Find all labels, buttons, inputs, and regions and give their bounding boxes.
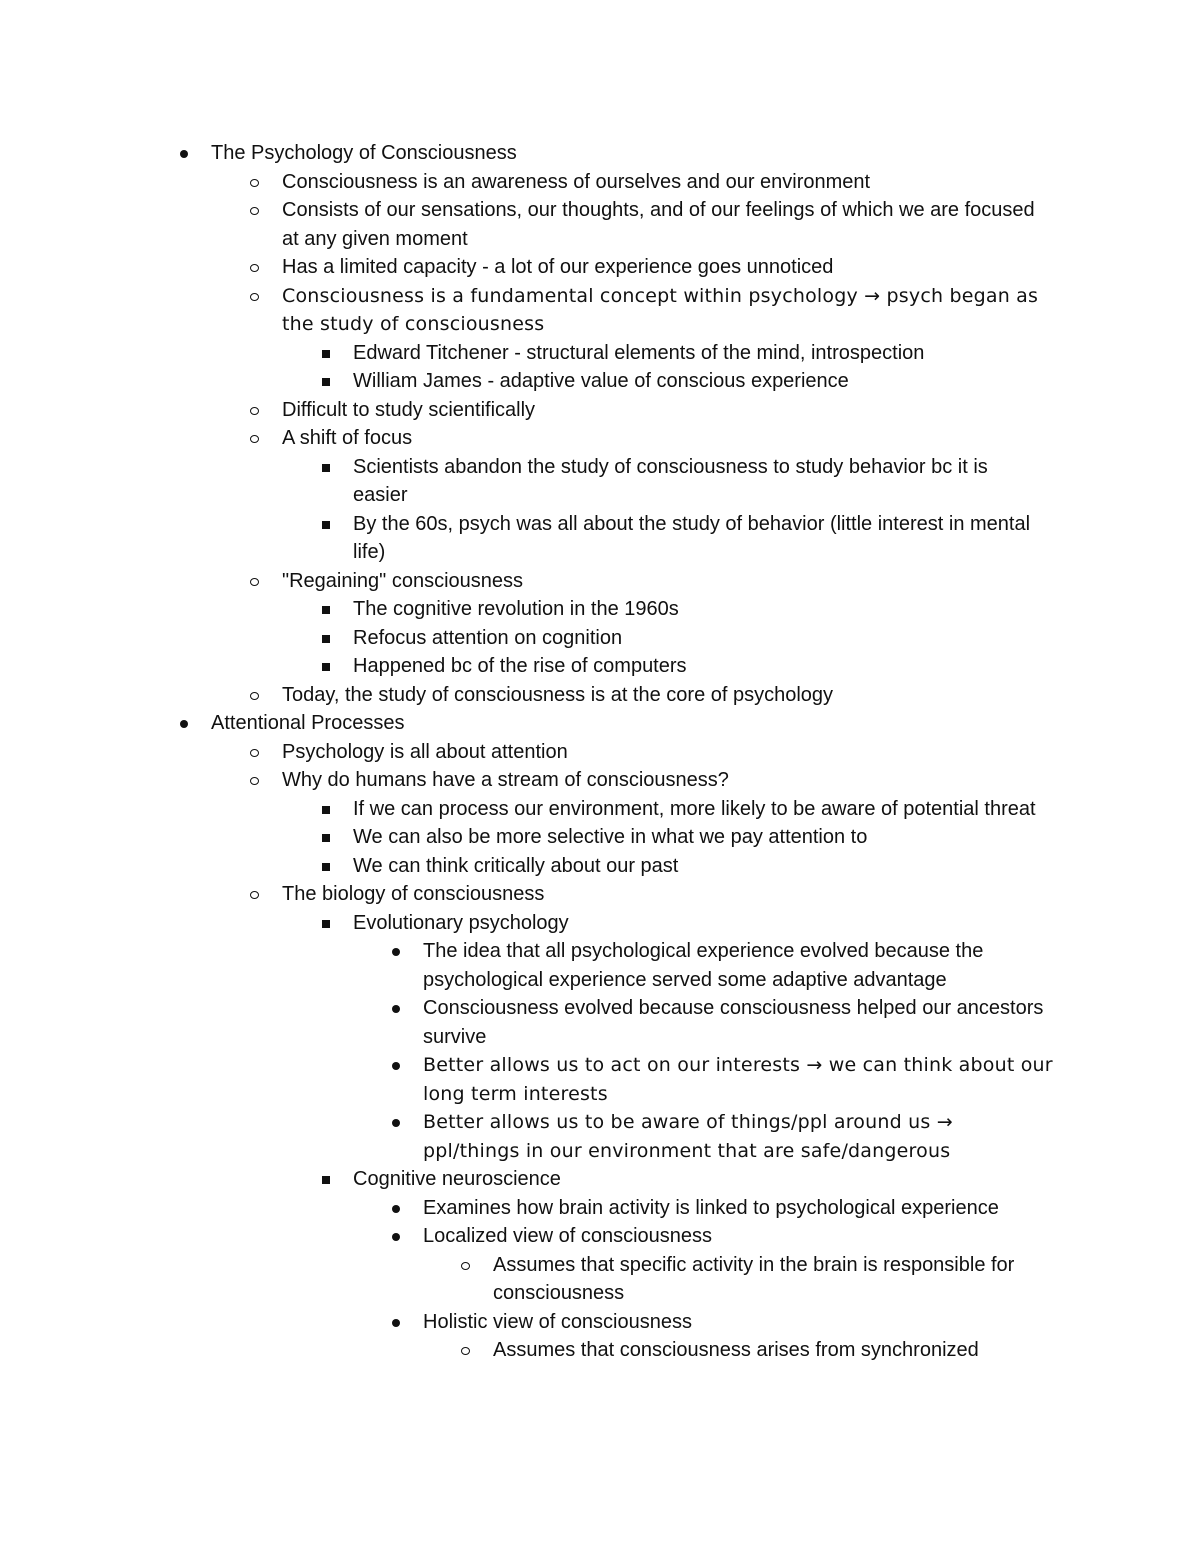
square-bullet-icon [316,852,336,881]
square-bullet-icon [316,823,336,852]
outline-item-text: William James - adaptive value of conscious experience [353,370,849,392]
outline-item-text: Why do humans have a stream of consciousness? [282,769,729,791]
square-bullet-icon [316,510,336,539]
square-bullet-icon [316,595,336,624]
outline-item [0,1336,1200,1365]
square-bullet-icon [316,795,336,824]
outline-item-text: Today, the study of consciousness is at the core of psychology [282,683,834,706]
outline-item-text: Assumes that consciousness arises from synchronized [493,1339,979,1361]
circle-bullet-icon [245,282,265,311]
outline-item-text: We can think critically about our past [353,854,679,877]
disc-bullet-icon [174,139,194,168]
outline-item [0,823,1200,852]
outline-item [0,738,1200,767]
outline-item-text: Better allows us to be aware of things/ppl around us → ppl/things in our environment that are safe/dangerous [423,1111,953,1162]
outline-item-text: By the 60s, psych was all about the study of behavior (little interest in mental life) [353,512,1031,563]
disc-bullet-icon [174,709,194,738]
disc-bullet-icon [386,1222,406,1251]
outline-item [0,339,1200,368]
outline-item-text: Has a limited capacity - a lot of our experience goes unnoticed [282,256,834,278]
outline-item-text: Examines how brain activity is linked to psychological experience [423,1196,999,1219]
circle-bullet-icon [456,1336,476,1365]
outline-item [0,766,1200,795]
square-bullet-icon [316,367,336,396]
outline-item-text: The Psychology of Consciousness [211,142,517,164]
outline-item-text: The biology of consciousness [282,883,545,905]
outline-item [0,282,1200,339]
outline-item-text: Consists of our sensations, our thoughts, and of our feelings of which we are focused at any given moment [282,199,1035,250]
outline-item [0,396,1200,425]
outline-item-text: If we can process our environment, more likely to be aware of potential threat [353,797,1036,820]
outline-item [0,709,1200,738]
outline-item-text: "Regaining" consciousness [282,569,524,592]
outline-item [0,1108,1200,1165]
outline-item [0,1165,1200,1194]
outline-item-text: Consciousness evolved because consciousness helped our ancestors survive [423,997,1044,1048]
outline-item-text: Better allows us to act on our interests → we can think about our long term interests [423,1054,1053,1105]
square-bullet-icon [316,453,336,482]
notes-outline [0,139,1200,1365]
outline-item [0,139,1200,168]
outline-item-text: A shift of focus [282,427,413,449]
square-bullet-icon [316,652,336,681]
outline-item [0,1194,1200,1223]
outline-item-text: Edward Titchener - structural elements of the mind, introspection [353,341,925,364]
outline-item [0,168,1200,197]
circle-bullet-icon [245,168,265,197]
outline-item-text: Assumes that specific activity in the brain is responsible for consciousness [493,1253,1015,1304]
outline-item-text: Consciousness is a fundamental concept within psychology → psych began as the study of consciousness [282,284,1039,335]
outline-item [0,994,1200,1051]
outline-item [0,1251,1200,1308]
outline-item [0,681,1200,710]
outline-item-text: Psychology is all about attention [282,740,568,763]
disc-bullet-icon [386,1308,406,1337]
circle-bullet-icon [245,681,265,710]
circle-bullet-icon [245,766,265,795]
disc-bullet-icon [386,1108,406,1137]
outline-item-text: Holistic view of consciousness [423,1310,692,1333]
outline-item [0,367,1200,396]
outline-item-text: Consciousness is an awareness of ourselves and our environment [282,170,871,193]
outline-item [0,937,1200,994]
outline-item [0,852,1200,881]
outline-item-text: Evolutionary psychology [353,911,569,934]
circle-bullet-icon [245,880,265,909]
outline-item [0,1222,1200,1251]
outline-item [0,1051,1200,1108]
outline-item-text: The cognitive revolution in the 1960s [353,598,679,620]
outline-item [0,880,1200,909]
square-bullet-icon [316,1165,336,1194]
outline-item-text: Attentional Processes [211,712,405,734]
circle-bullet-icon [245,738,265,767]
circle-bullet-icon [456,1251,476,1280]
outline-item-text: We can also be more selective in what we pay attention to [353,826,868,848]
disc-bullet-icon [386,1194,406,1223]
circle-bullet-icon [245,396,265,425]
outline-item [0,1308,1200,1337]
circle-bullet-icon [245,196,265,225]
square-bullet-icon [316,909,336,938]
outline-item [0,510,1200,567]
outline-item-text: Cognitive neuroscience [353,1168,561,1190]
circle-bullet-icon [245,253,265,282]
circle-bullet-icon [245,567,265,596]
disc-bullet-icon [386,1051,406,1080]
outline-item [0,652,1200,681]
square-bullet-icon [316,339,336,368]
outline-item-text: The idea that all psychological experience evolved because the psychological experience served some adaptive advantage [423,940,984,991]
outline-item-text: Scientists abandon the study of consciousness to study behavior bc it is easier [353,455,988,506]
outline-item-text: Localized view of consciousness [423,1225,713,1247]
outline-item [0,424,1200,453]
outline-item [0,196,1200,253]
square-bullet-icon [316,624,336,653]
outline-item-text: Happened bc of the rise of computers [353,655,687,677]
circle-bullet-icon [245,424,265,453]
outline-item-text: Difficult to study scientifically [282,398,536,421]
disc-bullet-icon [386,994,406,1023]
disc-bullet-icon [386,937,406,966]
outline-item [0,595,1200,624]
outline-item [0,567,1200,596]
outline-item [0,453,1200,510]
outline-item [0,253,1200,282]
outline-item [0,795,1200,824]
outline-item [0,909,1200,938]
outline-item-text: Refocus attention on cognition [353,626,623,649]
outline-item [0,624,1200,653]
